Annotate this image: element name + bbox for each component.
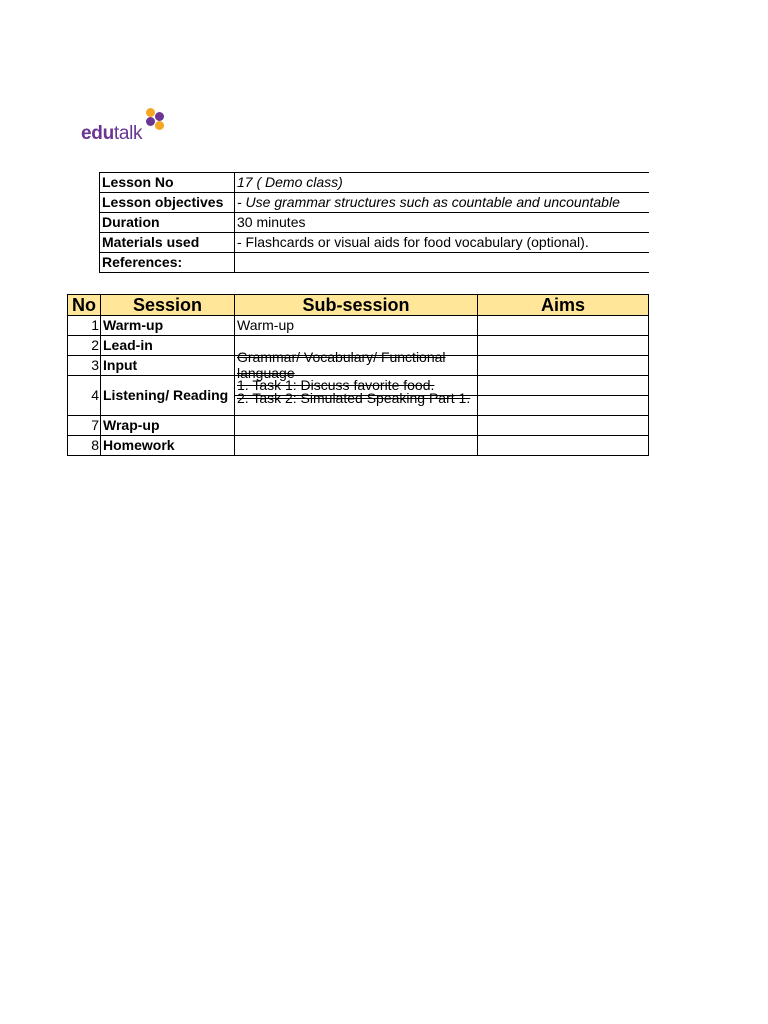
row-subsession [235, 436, 478, 456]
row-subsession [235, 336, 478, 381]
row-number: 8 [68, 436, 101, 456]
row-number: 7 [68, 416, 101, 436]
lesson-info-table [99, 172, 649, 273]
row-aims [478, 316, 649, 336]
info-label: Lesson objectives [100, 193, 235, 213]
table-row [68, 336, 649, 356]
info-value [235, 253, 649, 273]
row-session: Warm-up [101, 316, 235, 336]
info-row-materials [100, 233, 649, 253]
row-session: Listening/ Reading [101, 376, 235, 416]
subsession-input-text: Grammar/ Vocabulary/ Functional language [237, 349, 446, 381]
row-aims [478, 436, 649, 456]
row-number: 4 [68, 376, 101, 416]
table-row [68, 316, 649, 336]
row-aims [478, 336, 649, 356]
logo-dots-icon [145, 108, 165, 130]
info-value: - Use grammar structures such as countable and uncountable [235, 193, 649, 213]
edutalk-logo [81, 106, 171, 146]
table-row [68, 416, 649, 436]
header-no: No [68, 295, 101, 316]
header-session: Session [101, 295, 235, 316]
row-subsession [235, 416, 478, 436]
info-value: 30 minutes [235, 213, 649, 233]
info-label: Materials used [100, 233, 235, 253]
header-subsession: Sub-session [235, 295, 478, 316]
table-row [68, 436, 649, 456]
info-row-objectives [100, 193, 649, 213]
row-number: 1 [68, 316, 101, 336]
header-aims: Aims [478, 295, 649, 316]
row-session: Lead-in [101, 336, 235, 356]
logo-text: edutalk [81, 123, 143, 144]
row-subsession: Warm-up [235, 316, 478, 336]
task1-text: 1. Task 1: Discuss favorite food. [237, 377, 435, 393]
row-aims [478, 356, 649, 376]
table-header-row [68, 295, 649, 316]
row-number: 2 [68, 336, 101, 356]
info-label: Lesson No [100, 173, 235, 193]
lesson-plan-table [67, 294, 649, 456]
row-session: Homework [101, 436, 235, 456]
row-aims [478, 396, 649, 416]
task2-text: 2. Task 2: Simulated Speaking Part 1. [237, 390, 471, 406]
row-session: Input [101, 356, 235, 376]
info-row-lesson-no [100, 173, 649, 193]
row-aims [478, 416, 649, 436]
info-label: Duration [100, 213, 235, 233]
row-session: Wrap-up [101, 416, 235, 436]
info-row-duration [100, 213, 649, 233]
row-number: 3 [68, 356, 101, 376]
info-row-references [100, 253, 649, 273]
row-aims [478, 376, 649, 396]
info-label: References: [100, 253, 235, 273]
table-row [68, 376, 649, 396]
row-subsession [235, 376, 478, 406]
info-value: - Flashcards or visual aids for food vocabulary (optional). [235, 233, 649, 253]
info-value: 17 ( Demo class) [235, 173, 649, 193]
